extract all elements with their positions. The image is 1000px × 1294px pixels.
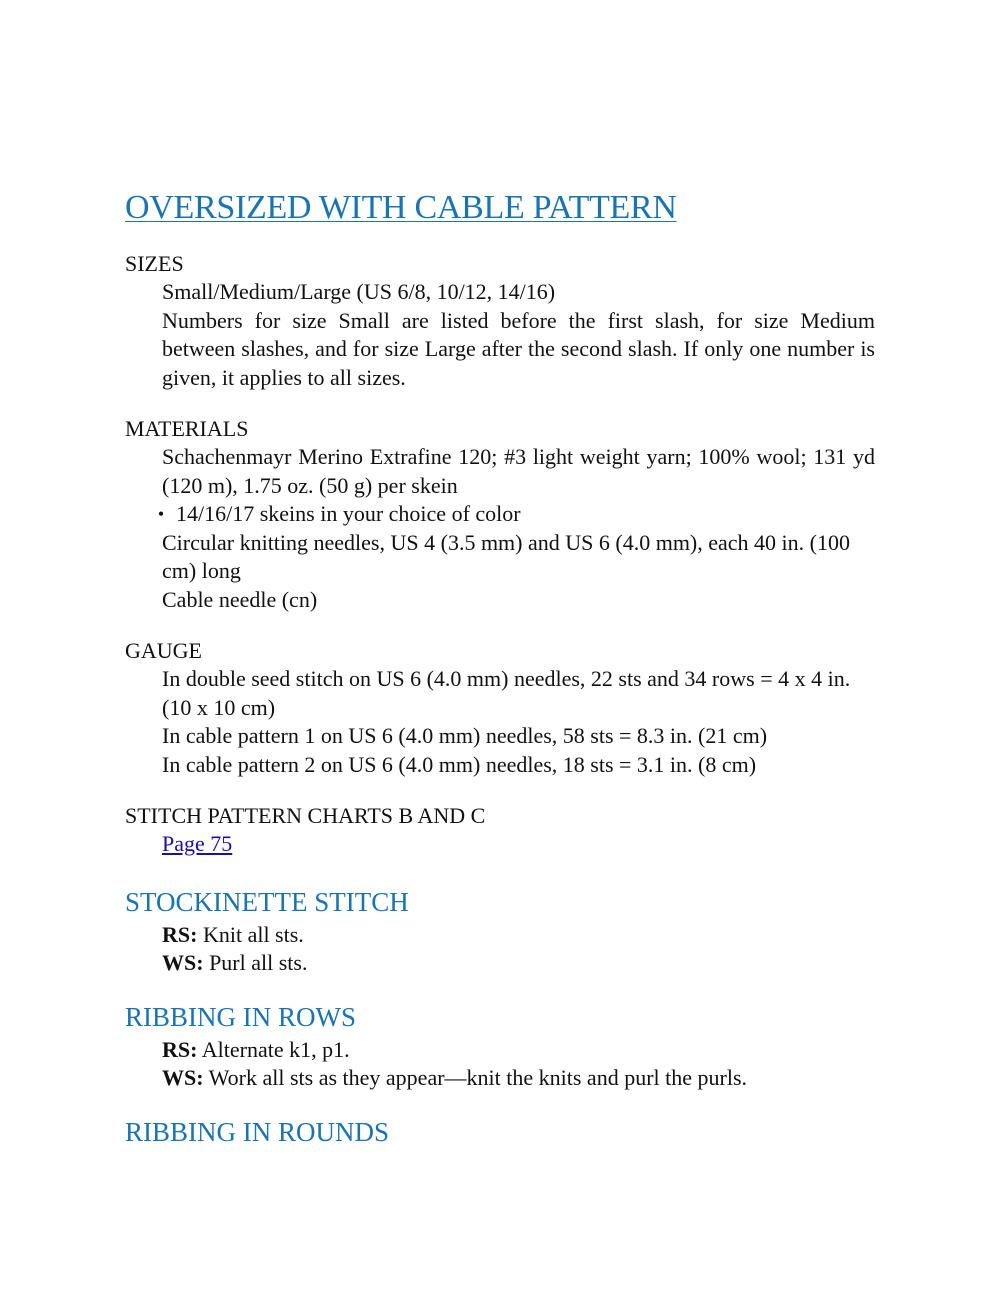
ws-label: WS:	[162, 1065, 204, 1090]
gauge-line: In cable pattern 1 on US 6 (4.0 mm) needles, 58 sts = 8.3 in. (21 cm)	[162, 723, 768, 748]
ws-text: Purl all sts.	[203, 950, 308, 975]
stockinette-heading: STOCKINETTE STITCH	[125, 886, 409, 917]
rs-text: Knit all sts.	[197, 921, 304, 947]
bullet-icon: •	[157, 504, 165, 524]
ribbing-rows-heading: RIBBING IN ROWS	[125, 1001, 357, 1032]
materials-skeins-item	[157, 500, 875, 529]
stockinette-section	[125, 885, 875, 978]
ribbing-rows-rs-row	[162, 1036, 875, 1065]
gauge-line: In cable pattern 2 on US 6 (4.0 mm) needles, 18 sts = 3.1 in. (8 cm)	[162, 751, 757, 777]
rs-text: Alternate k1, p1.	[197, 1036, 350, 1062]
sizes-section	[125, 250, 875, 392]
materials-label: MATERIALS	[125, 416, 249, 441]
ws-label: WS:	[162, 950, 204, 975]
document-page	[125, 188, 875, 1151]
materials-section	[125, 415, 875, 614]
rs-label: RS:	[162, 1036, 198, 1062]
materials-cable-needle: Cable needle (cn)	[162, 586, 318, 612]
ribbing-rows-ws-row	[162, 1064, 875, 1093]
page-75-link[interactable]: Page 75	[162, 831, 233, 856]
sizes-line: Small/Medium/Large (US 6/8, 10/12, 14/16)	[162, 279, 556, 304]
stockinette-ws-row	[162, 949, 875, 978]
sizes-note: Numbers for size Small are listed before the first slash, for size Medium between slashes, and for size Large after the second slash. If only one number is given, it applies to all sizes.	[162, 307, 875, 390]
charts-label: STITCH PATTERN CHARTS B AND C	[125, 803, 486, 828]
ribbing-rounds-heading: RIBBING IN ROUNDS	[125, 1116, 390, 1147]
page-title: OVERSIZED WITH CABLE PATTERN	[125, 189, 677, 226]
gauge-label: GAUGE	[125, 638, 202, 663]
rs-label: RS:	[162, 921, 198, 947]
gauge-line: In double seed stitch on US 6 (4.0 mm) needles, 22 sts and 34 rows = 4 x 4 in. (10 x 10 cm)	[162, 666, 851, 720]
ribbing-rows-section	[125, 1000, 875, 1093]
charts-section	[125, 802, 875, 859]
materials-skeins: 14/16/17 skeins in your choice of color	[176, 501, 521, 526]
charts-link-row	[162, 830, 875, 859]
ribbing-rounds-section	[125, 1115, 875, 1149]
sizes-label: SIZES	[125, 251, 184, 276]
gauge-section	[125, 637, 875, 779]
stockinette-rs-row	[162, 921, 875, 950]
ws-text: Work all sts as they appear—knit the knits and purl the purls.	[203, 1065, 748, 1090]
materials-yarn: Schachenmayr Merino Extrafine 120; #3 light weight yarn; 100% wool; 131 yd (120 m), 1.75 oz. (50 g) per skein	[162, 444, 875, 498]
materials-needles: Circular knitting needles, US 4 (3.5 mm) and US 6 (4.0 mm), each 40 in. (100 cm) long	[162, 529, 850, 583]
